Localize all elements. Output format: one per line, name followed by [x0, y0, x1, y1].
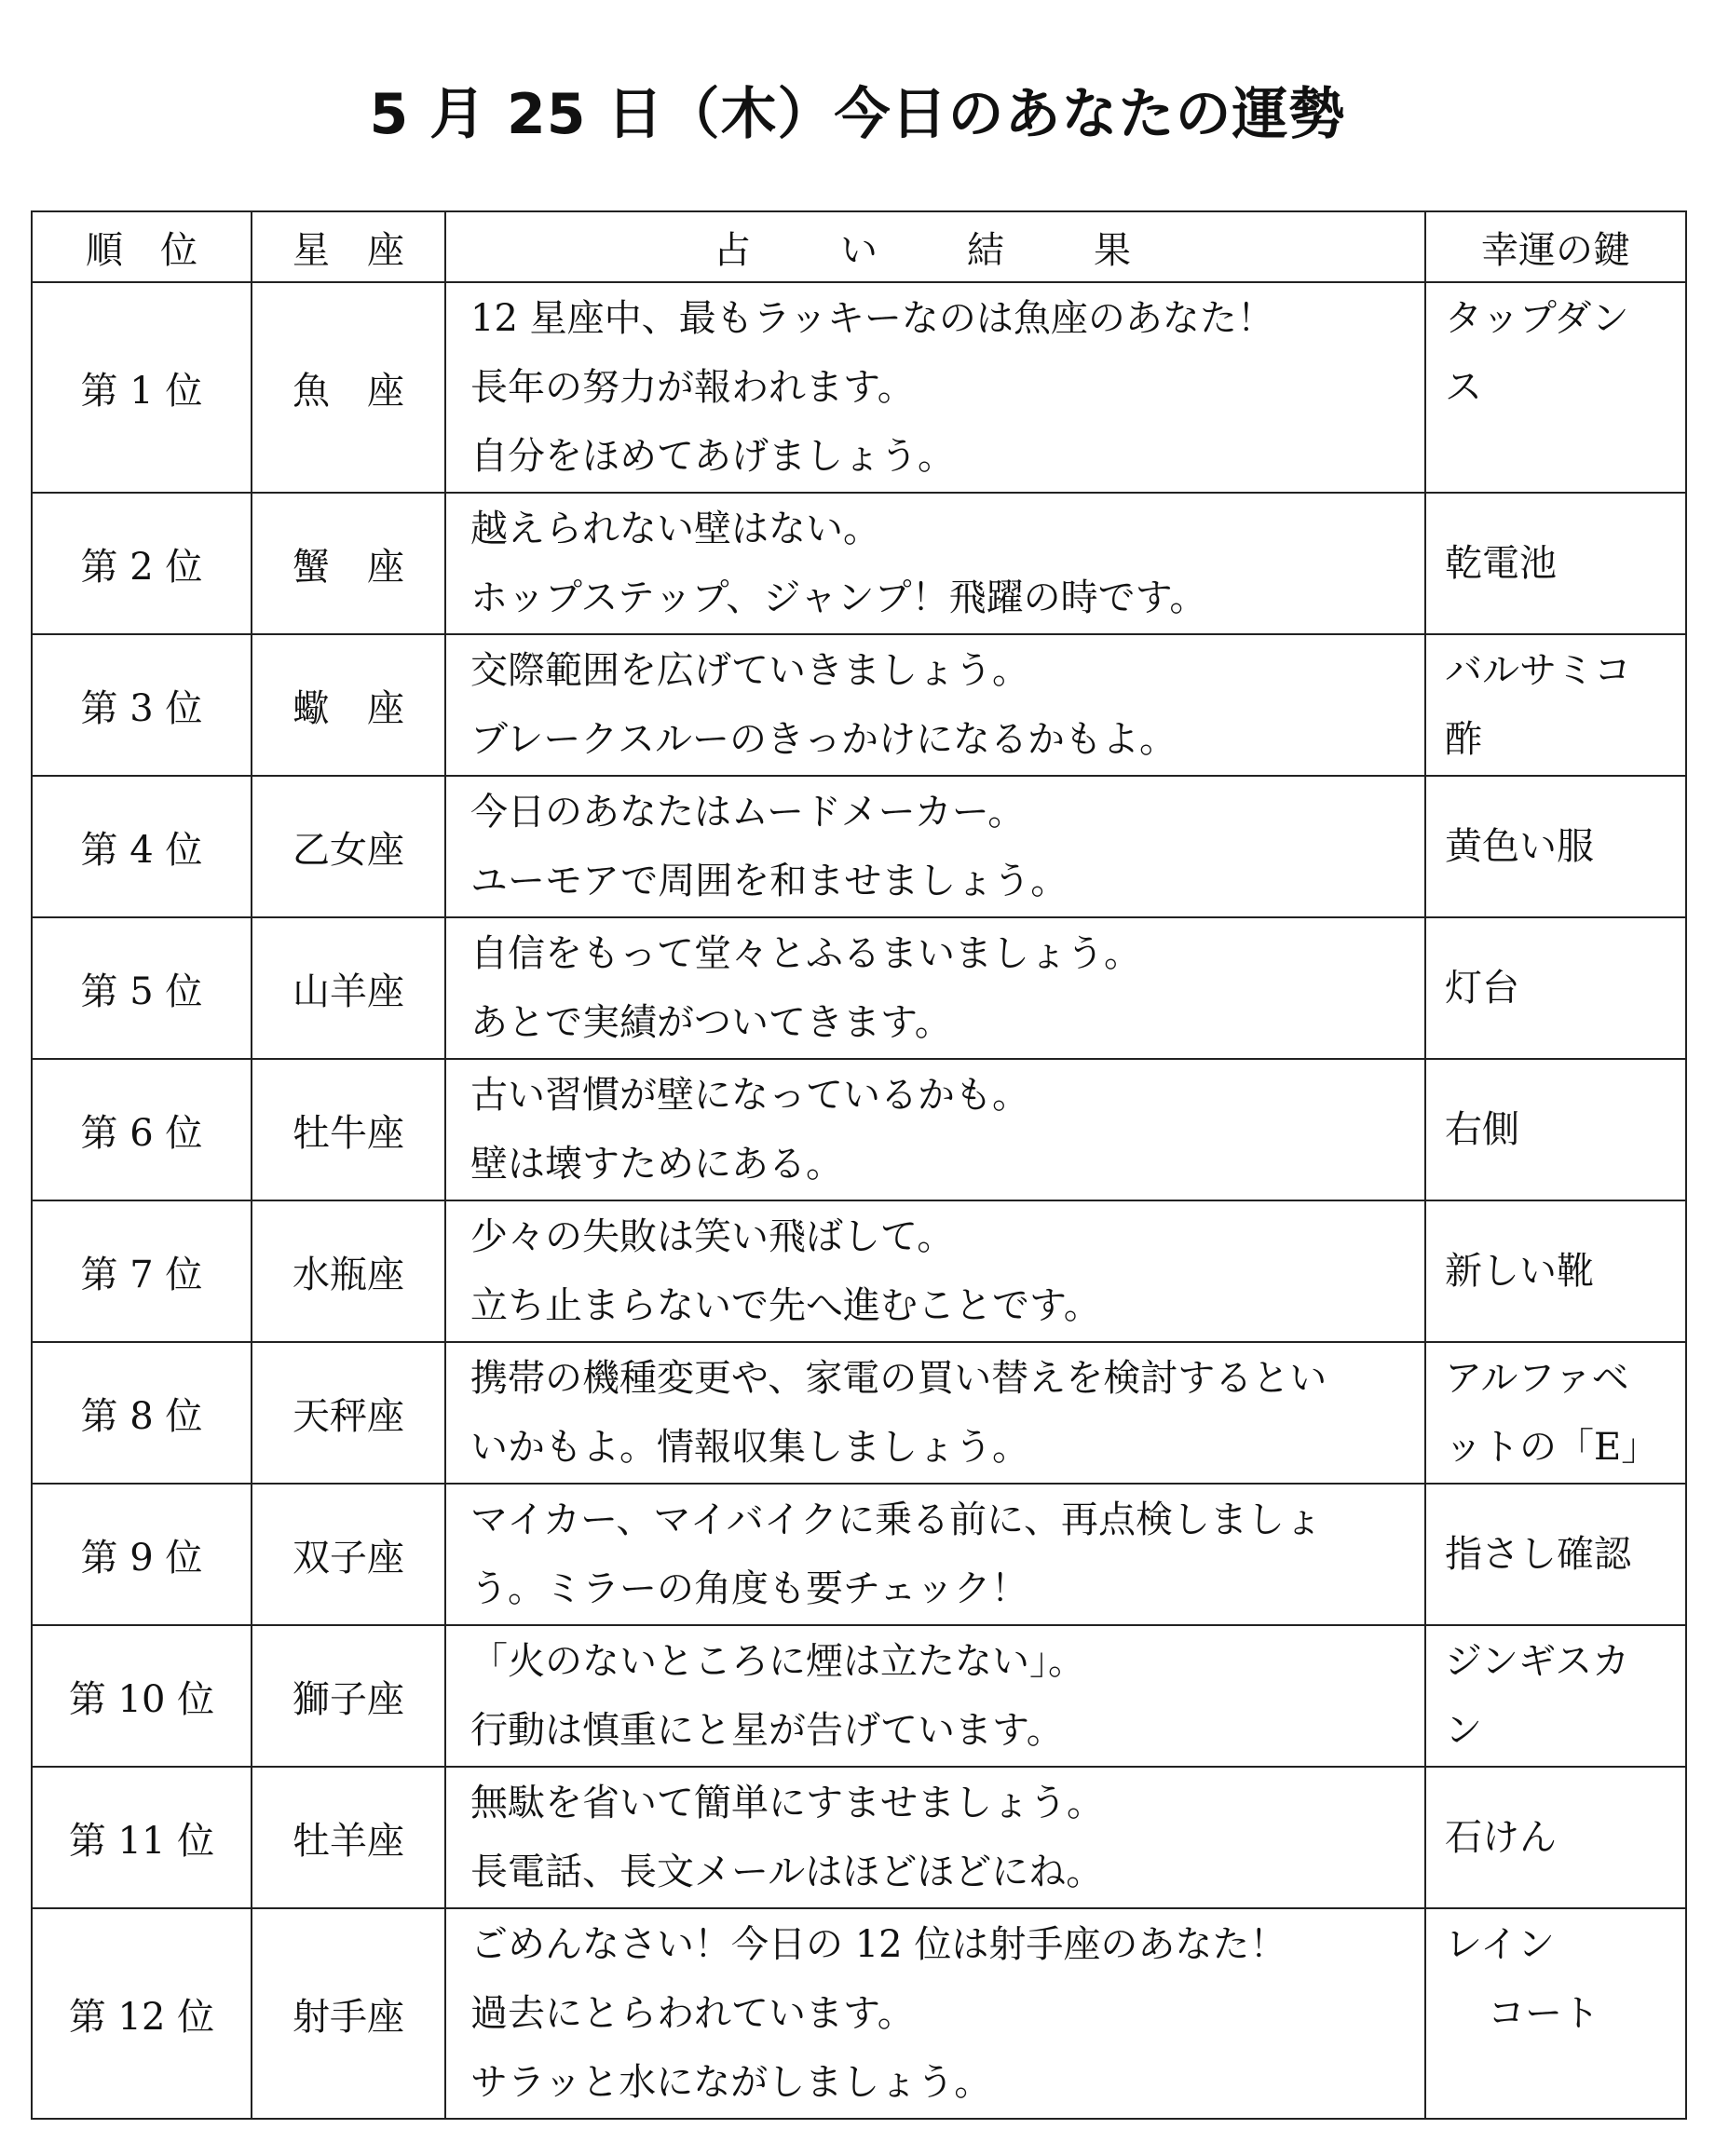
- result-line: ブレークスルーのきっかけになるかもよ。: [470, 718, 1177, 761]
- sign-cell: 牡羊座: [252, 1767, 445, 1908]
- result-line: 少々の失敗は笑い飛ばして。: [470, 1215, 955, 1258]
- rank-cell: 第 2 位: [32, 493, 252, 634]
- key-cell: [1425, 1342, 1686, 1484]
- key-cell: [1425, 634, 1686, 776]
- key-cell: [1425, 1625, 1686, 1767]
- table-row: [32, 1200, 1686, 1342]
- table-row: [32, 776, 1686, 917]
- rank-cell: 第 8 位: [32, 1342, 252, 1484]
- table-header-row: [32, 211, 1686, 282]
- sign-cell: 山羊座: [252, 917, 445, 1059]
- key-cell: [1425, 1767, 1686, 1908]
- rank-cell: 第 12 位: [32, 1908, 252, 2119]
- rank-cell: 第 11 位: [32, 1767, 252, 1908]
- key-line: 乾電池: [1445, 542, 1557, 585]
- result-line: いかもよ。情報収集しましょう。: [470, 1426, 1029, 1469]
- result-cell: [445, 1767, 1425, 1908]
- page-title: 5 月 25 日（木）今日のあなたの運勢: [369, 82, 1346, 148]
- result-line: 行動は慎重にと星が告げています。: [470, 1709, 1064, 1752]
- key-line: アルファベ: [1445, 1357, 1629, 1400]
- result-line: 自信をもって堂々とふるまいましょう。: [470, 932, 1141, 975]
- result-line: マイカー、マイバイクに乗る前に、再点検しましょ: [470, 1498, 1322, 1541]
- result-cell: [445, 634, 1425, 776]
- key-line: ットの「E」: [1445, 1426, 1659, 1469]
- sign-cell: 獅子座: [252, 1625, 445, 1767]
- key-cell: [1425, 493, 1686, 634]
- table-row: [32, 1908, 1686, 2119]
- header-sign: 星 座: [252, 211, 445, 282]
- sign-cell: 蠍 座: [252, 634, 445, 776]
- key-line: 黄色い服: [1445, 825, 1594, 868]
- result-cell: [445, 493, 1425, 634]
- result-line: ごめんなさい！今日の 12 位は射手座のあなた！: [470, 1923, 1287, 1966]
- key-line: バルサミコ: [1445, 649, 1631, 692]
- header-rank: 順 位: [32, 211, 252, 282]
- result-line: 過去にとらわれています。: [470, 1992, 915, 2035]
- key-line: ジンギスカ: [1445, 1640, 1630, 1683]
- key-cell: [1425, 1059, 1686, 1200]
- key-cell: [1425, 776, 1686, 917]
- table-row: [32, 282, 1686, 493]
- table-row: [32, 1342, 1686, 1484]
- result-cell: [445, 1200, 1425, 1342]
- key-line: 灯台: [1445, 967, 1519, 1010]
- result-cell: [445, 1625, 1425, 1767]
- header-result: 占 い 結 果: [445, 211, 1425, 282]
- rank-cell: 第 1 位: [32, 282, 252, 493]
- sign-cell: 双子座: [252, 1484, 445, 1625]
- result-line: 無駄を省いて簡単にすませましょう。: [470, 1782, 1104, 1824]
- result-line: 12 星座中、最もラッキーなのは魚座のあなた！: [470, 297, 1274, 340]
- result-line: ホップステップ、ジャンプ！飛躍の時です。: [470, 576, 1207, 619]
- key-line: ン: [1445, 1709, 1482, 1752]
- sign-cell: 蟹 座: [252, 493, 445, 634]
- key-line: タップダン: [1445, 297, 1629, 340]
- result-cell: [445, 776, 1425, 917]
- sign-cell: 魚 座: [252, 282, 445, 493]
- result-line: ユーモアで周囲を和ませましょう。: [470, 860, 1068, 902]
- result-line: 古い習慣が壁になっているかも。: [470, 1074, 1029, 1117]
- result-line: 長年の努力が報われます。: [470, 366, 915, 409]
- result-line: 立ち止まらないで先へ進むことです。: [470, 1284, 1101, 1327]
- result-line: う。ミラーの角度も要チェック！: [470, 1567, 1028, 1610]
- key-line: 酢: [1445, 718, 1482, 761]
- rank-cell: 第 6 位: [32, 1059, 252, 1200]
- sign-cell: 射手座: [252, 1908, 445, 2119]
- key-cell: [1425, 1484, 1686, 1625]
- sign-cell: 乙女座: [252, 776, 445, 917]
- table-row: [32, 1059, 1686, 1200]
- table-row: [32, 1484, 1686, 1625]
- result-cell: [445, 1059, 1425, 1200]
- key-line: コート: [1488, 1992, 1599, 2035]
- rank-cell: 第 4 位: [32, 776, 252, 917]
- fortune-table: [31, 210, 1687, 2120]
- result-line: 自分をほめてあげましょう。: [470, 435, 955, 478]
- result-line: 「火のないところに煙は立たない」。: [470, 1640, 1085, 1683]
- key-cell: [1425, 1200, 1686, 1342]
- table-row: [32, 634, 1686, 776]
- result-line: サラッと水にながしましょう。: [470, 2061, 992, 2104]
- result-cell: [445, 1908, 1425, 2119]
- table-row: [32, 1625, 1686, 1767]
- table-row: [32, 493, 1686, 634]
- rank-cell: 第 10 位: [32, 1625, 252, 1767]
- result-cell: [445, 917, 1425, 1059]
- key-cell: [1425, 1908, 1686, 2119]
- result-line: 携帯の機種変更や、家電の買い替えを検討するとい: [470, 1357, 1327, 1400]
- key-line: 石けん: [1445, 1816, 1557, 1859]
- key-cell: [1425, 282, 1686, 493]
- sign-cell: 天秤座: [252, 1342, 445, 1484]
- result-line: 長電話、長文メールはほどほどにね。: [470, 1851, 1104, 1893]
- result-line: 壁は壊すためにある。: [470, 1143, 843, 1186]
- key-line: 指さし確認: [1445, 1533, 1631, 1576]
- result-cell: [445, 1342, 1425, 1484]
- key-line: ス: [1445, 366, 1482, 409]
- result-line: 交際範囲を広げていきましょう。: [470, 649, 1029, 692]
- key-line: レイン: [1445, 1923, 1555, 1966]
- rank-cell: 第 9 位: [32, 1484, 252, 1625]
- result-line: 越えられない壁はない。: [470, 508, 880, 550]
- rank-cell: 第 7 位: [32, 1200, 252, 1342]
- rank-cell: 第 3 位: [32, 634, 252, 776]
- sign-cell: 牡牛座: [252, 1059, 445, 1200]
- table-row: [32, 1767, 1686, 1908]
- result-cell: [445, 1484, 1425, 1625]
- header-key: 幸運の鍵: [1425, 211, 1686, 282]
- result-line: あとで実績がついてきます。: [470, 1001, 952, 1044]
- sign-cell: 水瓶座: [252, 1200, 445, 1342]
- key-line: 右側: [1445, 1108, 1519, 1151]
- rank-cell: 第 5 位: [32, 917, 252, 1059]
- key-cell: [1425, 917, 1686, 1059]
- key-line: 新しい靴: [1445, 1250, 1594, 1293]
- result-cell: [445, 282, 1425, 493]
- result-line: 今日のあなたはムードメーカー。: [470, 791, 1026, 834]
- table-row: [32, 917, 1686, 1059]
